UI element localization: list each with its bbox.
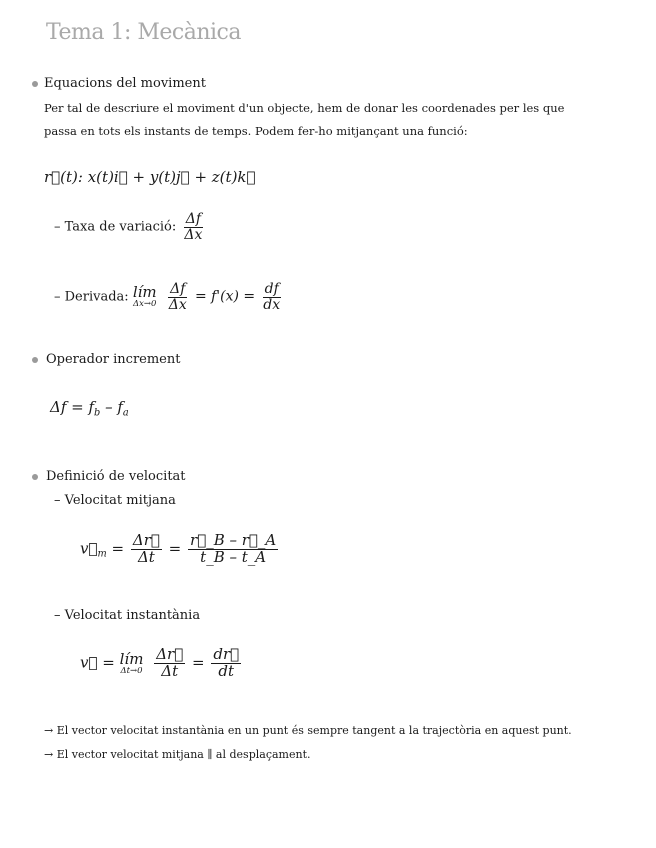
vi-denominator: Δt <box>161 661 179 680</box>
vm-fraction <box>131 533 162 566</box>
vm-numerator-2: r⃗_B – r⃗_A <box>190 531 277 549</box>
velocitat-instantania-label: – Velocitat instantània <box>54 608 201 623</box>
increment-eq-text: Δf = f <box>50 398 95 416</box>
increment-minus: – f <box>100 398 123 416</box>
increment-equation <box>50 398 129 418</box>
derivada-numerator: Δf <box>170 281 186 297</box>
vi-numerator: Δr⃗ <box>156 645 184 663</box>
section-heading-equacions: Equacions del moviment <box>44 76 206 91</box>
vm-lhs: v⃗ <box>80 539 98 558</box>
derivada-label: – Derivada: <box>54 289 129 305</box>
vm-denominator: Δt <box>137 547 155 566</box>
vm-numerator: Δr⃗ <box>132 531 160 549</box>
derivada-denominator: Δx <box>168 296 187 313</box>
paragraph-line-1: Per tal de descriure el moviment d'un objecte, hem de donar les coordenades per les que <box>44 101 565 115</box>
vi-equals: = <box>192 653 205 672</box>
velocitat-mitjana-label: – Velocitat mitjana <box>54 493 176 508</box>
vi-lim-subscript: Δt→0 <box>120 665 143 676</box>
taxa-numerator: Δf <box>185 211 202 227</box>
vi-limit-operator <box>119 649 144 676</box>
derivada-fraction-2 <box>261 282 282 312</box>
taxa-fraction <box>182 212 204 242</box>
vi-numerator-2: dr⃗ <box>213 645 240 663</box>
vm-equals: = <box>111 539 125 558</box>
lim-subscript: Δx→0 <box>132 299 157 310</box>
derivada-fraction <box>167 282 189 312</box>
vi-denominator-2: dt <box>218 661 235 680</box>
velocitat-mitjana-equation <box>80 533 280 566</box>
position-equation: r⃗(t): x(t)i⃗ + y(t)j⃗ + z(t)k⃗ <box>44 168 256 186</box>
paragraph-line-2: passa en tots els instants de temps. Podem fer-ho mitjançant una funció: <box>44 124 468 138</box>
vi-fraction <box>154 647 185 680</box>
note-parallel: → El vector velocitat mitjana ∥ al desplaçament. <box>44 748 311 761</box>
section-heading-operador: Operador increment <box>46 352 181 367</box>
vi-lhs: v⃗ = <box>80 653 115 672</box>
bullet-dot <box>32 474 38 480</box>
taxa-label: – Taxa de variació: <box>54 219 177 235</box>
taxa-variacio-row <box>54 212 206 242</box>
subscript-b: b <box>94 407 101 419</box>
vm-fraction-2 <box>188 533 278 566</box>
velocitat-instantania-equation <box>80 647 243 680</box>
derivada-row <box>54 282 284 312</box>
vi-fraction-2 <box>211 647 241 680</box>
note-tangent: → El vector velocitat instantània en un punt és sempre tangent a la trajectòria en aquest punt. <box>44 724 572 737</box>
page-title: Tema 1: Mecànica <box>46 20 241 45</box>
vm-equals-2: = <box>168 539 182 558</box>
bullet-dot <box>32 357 38 363</box>
vi-lim-word: lím <box>119 649 144 668</box>
section-heading-velocitat: Definició de velocitat <box>46 469 186 484</box>
vm-subscript: m <box>97 548 107 560</box>
lim-word: lím <box>132 283 157 302</box>
taxa-denominator: Δx <box>184 226 203 243</box>
vm-denominator-2: t_B – t_A <box>200 547 267 566</box>
derivada-numerator-2: df <box>264 281 279 297</box>
subscript-a: a <box>122 407 129 419</box>
derivada-middle: = f'(x) = <box>194 288 256 305</box>
limit-operator <box>133 285 157 309</box>
derivada-denominator-2: dx <box>263 296 281 313</box>
bullet-dot <box>32 81 38 87</box>
